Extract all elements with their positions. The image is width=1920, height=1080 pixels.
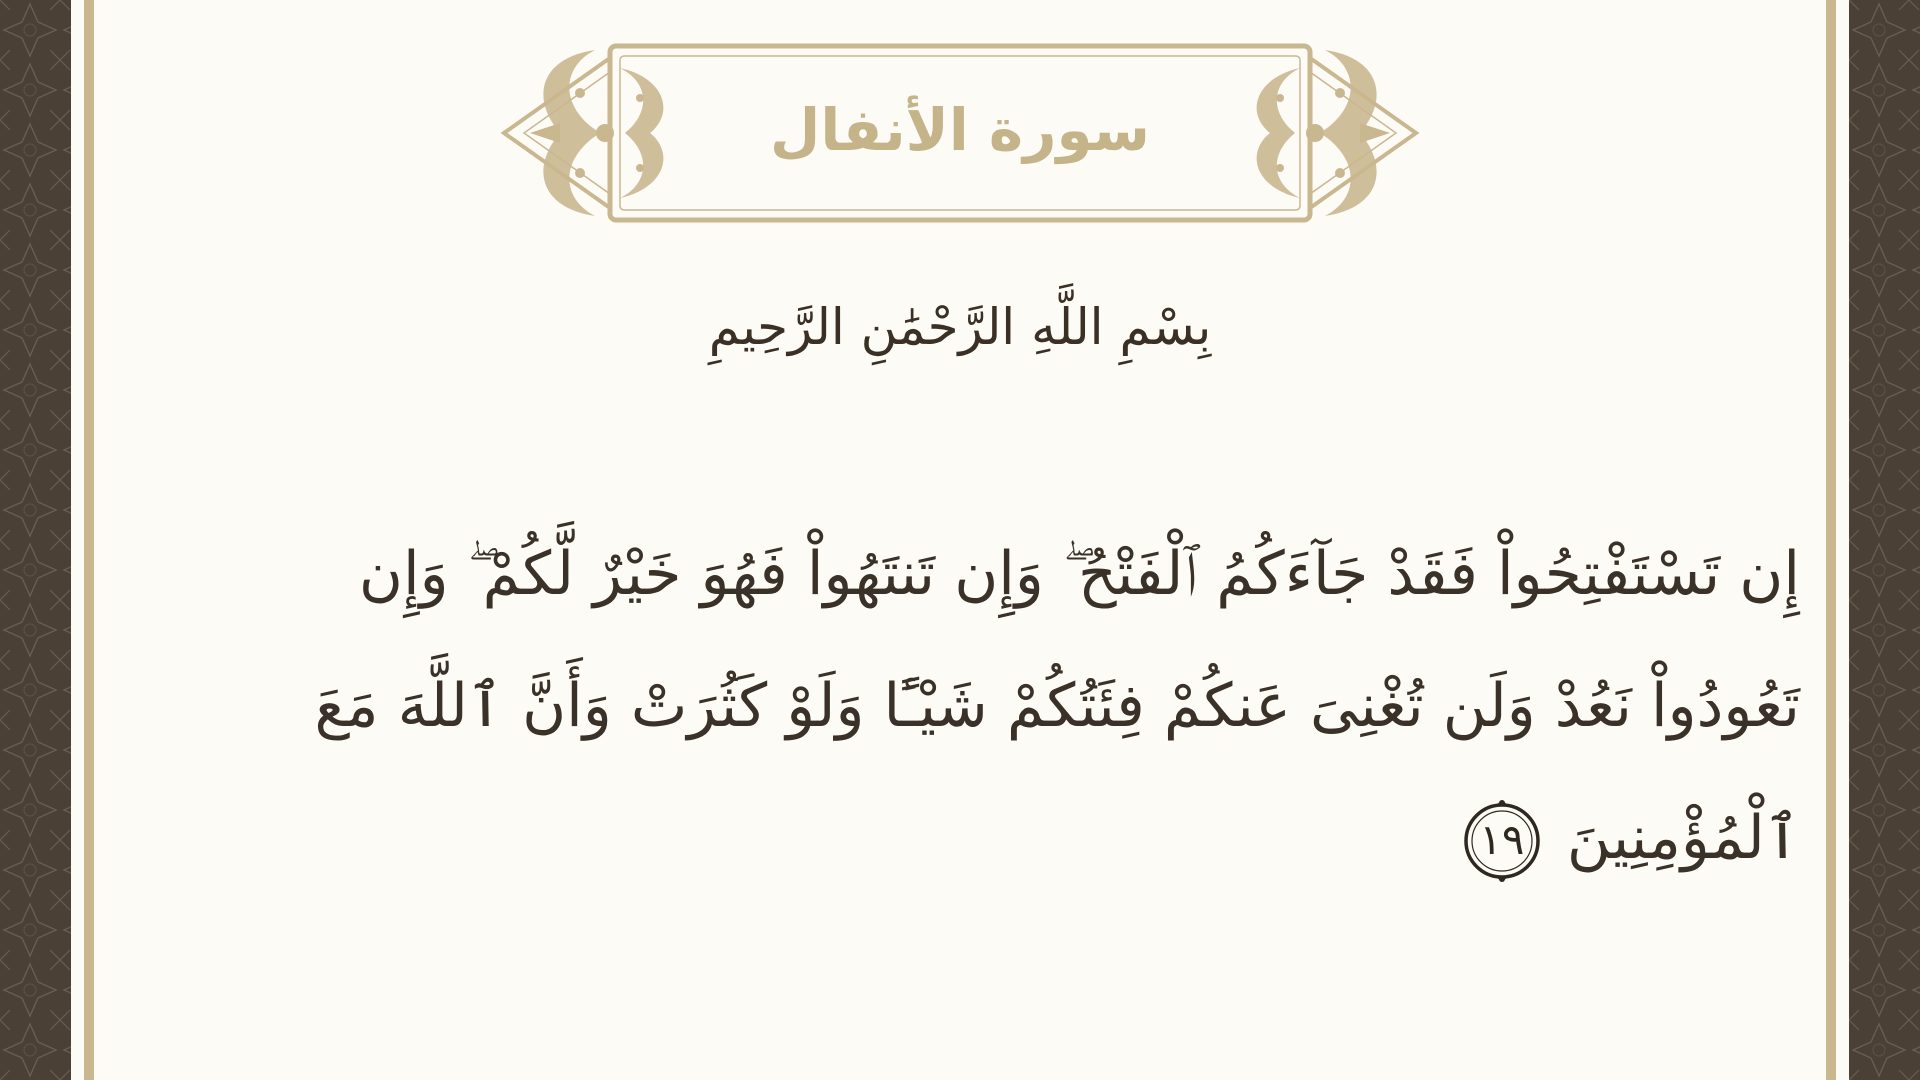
verse-line-1: إِن تَسْتَفْتِحُواْ فَقَدْ جَآءَكُمُ ٱلْفَتْحُ ۖ وَإِن تَنتَهُواْ فَهُوَ خَيْرٌ لَّكُمْ ۖ وَإِن	[358, 539, 1800, 609]
ayah-end-marker	[1459, 798, 1545, 884]
verse-line-2: تَعُودُواْ نَعُدْ وَلَن تُغْنِىَ عَنكُمْ فِئَتُكُمْ شَيْـًٔا وَلَوْ كَثُرَتْ وَأَنَّ ٱللَّهَ مَعَ	[314, 671, 1800, 741]
left-border-pattern	[0, 0, 71, 1080]
surah-title: سورة الأنفال	[770, 96, 1150, 164]
right-border-pattern	[1849, 0, 1920, 1080]
basmala: بِسْمِ اللَّهِ الرَّحْمَٰنِ الرَّحِيمِ	[708, 298, 1212, 356]
left-inner-gap	[71, 0, 84, 1080]
ayah-number: ١٩	[1479, 815, 1525, 865]
right-inner-gap	[1836, 0, 1849, 1080]
right-gold-rail	[1826, 0, 1836, 1080]
verse-line-3	[270, 772, 1800, 904]
verse-text	[270, 508, 1800, 904]
verse-line-3-text: ٱلْمُؤْمِنِينَ	[1566, 803, 1800, 873]
surah-title-frame	[500, 38, 1420, 228]
left-gold-rail	[84, 0, 94, 1080]
